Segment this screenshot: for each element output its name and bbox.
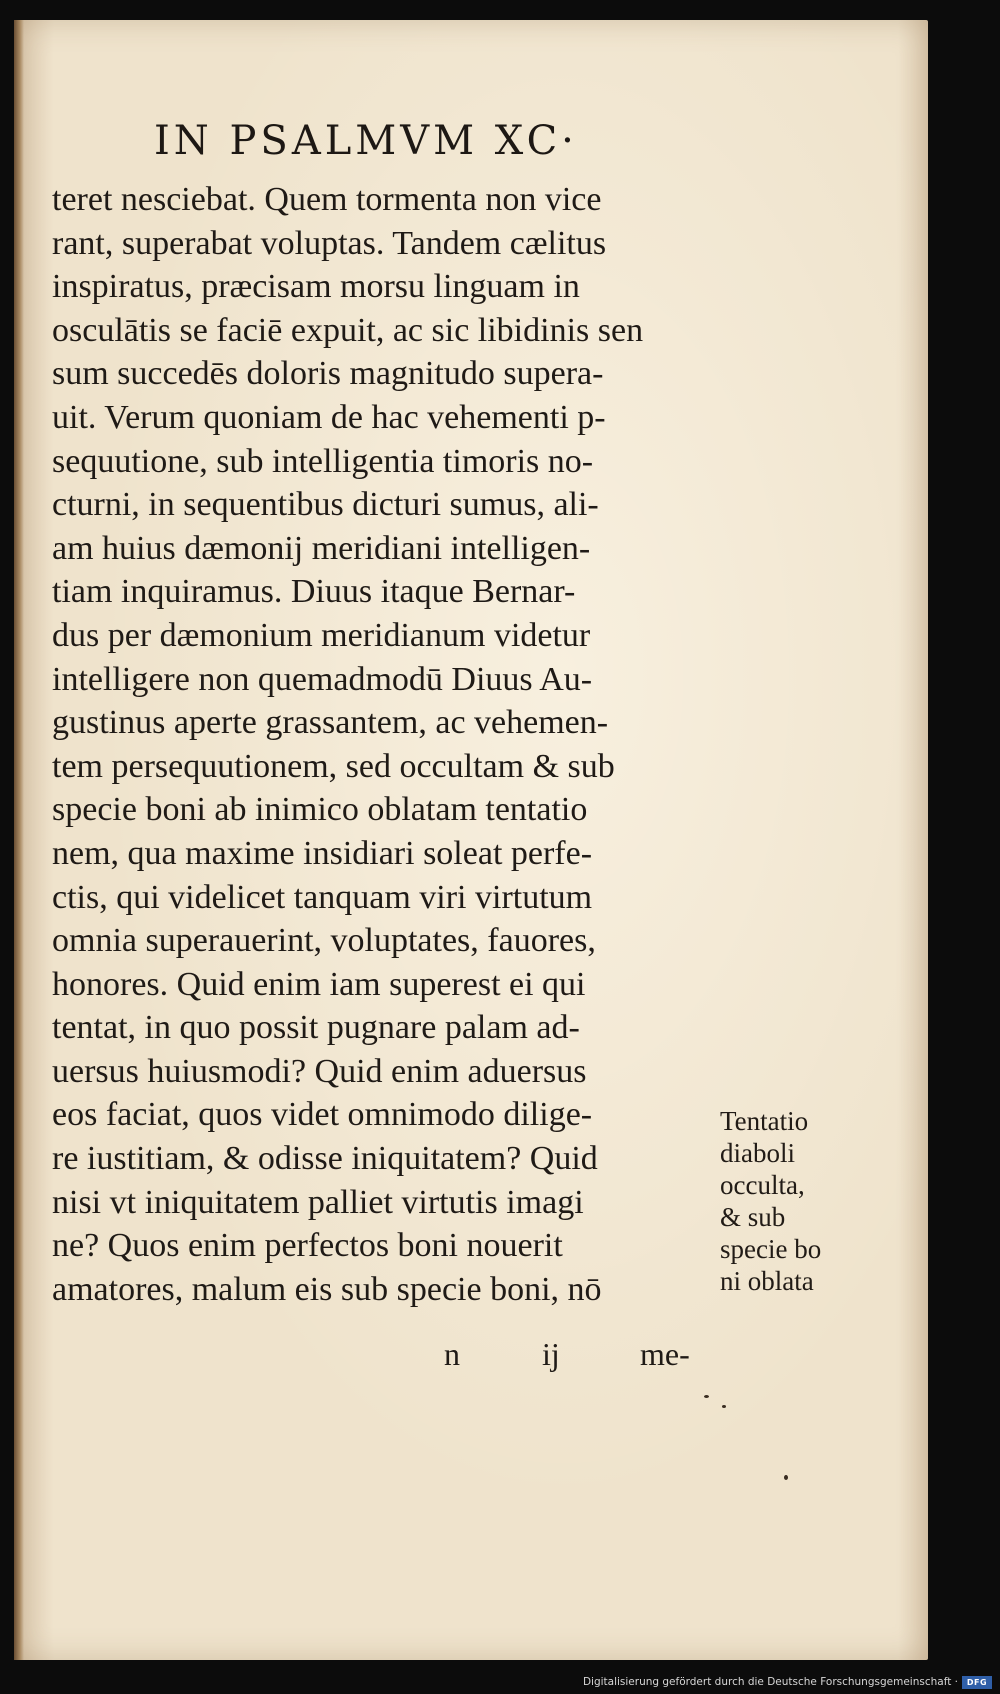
marginal-note-line: & sub xyxy=(720,1202,786,1232)
marginal-note-line: occulta, xyxy=(720,1170,805,1200)
ink-speck xyxy=(722,1405,726,1408)
marginal-note-line: diaboli xyxy=(720,1138,795,1168)
marginal-note-line: Tentatio xyxy=(720,1106,809,1136)
ink-speck xyxy=(704,1395,709,1398)
ink-speck xyxy=(784,1475,788,1480)
text-line: specie boni ab inimico oblatam tentatio xyxy=(52,791,588,829)
text-line: inspiratus, præcisam morsu linguam in xyxy=(52,268,580,306)
text-line: amatores, malum eis sub specie boni, nō xyxy=(52,1270,602,1308)
text-line: rant, superabat voluptas. Tandem cælitus xyxy=(52,224,607,262)
text-line: intelligere non quemadmodū Diuus Au- xyxy=(52,660,593,698)
catchword: me- xyxy=(640,1336,690,1372)
running-head: IN PSALMVM XC· xyxy=(154,118,578,164)
page-binding-edge xyxy=(14,20,24,1660)
text-line: tiam inquiramus. Diuus itaque Bernar- xyxy=(52,573,576,611)
text-line: osculātis se faciē expuit, ac sic libidinis sen xyxy=(52,311,644,349)
text-line: dus per dæmonium meridianum videtur xyxy=(52,616,591,654)
text-line: re iustitiam, & odisse iniquitatem? Quid xyxy=(52,1140,598,1178)
signature-mark: n xyxy=(444,1336,460,1372)
book-page xyxy=(14,20,928,1660)
text-line: nisi vt iniquitatem palliet virtutis imagi xyxy=(52,1183,584,1221)
text-line: eos faciat, quos videt omnimodo dilige- xyxy=(52,1096,593,1134)
text-line: gustinus aperte grassantem, ac vehemen- xyxy=(52,704,609,742)
footer-credit-text: Digitalisierung gefördert durch die Deutsche Forschungsgemeinschaft · xyxy=(582,1676,958,1688)
text-line: tentat, in quo possit pugnare palam ad- xyxy=(52,1009,580,1047)
text-line: sum succedēs doloris magnitudo supera- xyxy=(52,355,604,393)
text-line: ctis, qui videlicet tanquam viri virtutum xyxy=(52,878,593,916)
main-text-block xyxy=(52,178,712,1311)
signature-line xyxy=(444,1336,690,1373)
text-line: am huius dæmonij meridiani intelligen- xyxy=(52,529,591,567)
text-line: omnia superauerint, voluptates, fauores, xyxy=(52,922,596,960)
text-line: cturni, in sequentibus dicturi sumus, ali- xyxy=(52,486,599,524)
footer-credit xyxy=(583,1673,992,1691)
signature-number: ij xyxy=(542,1336,560,1372)
dfg-logo: DFG xyxy=(962,1676,992,1689)
text-line: uersus huiusmodi? Quid enim aduersus xyxy=(52,1052,587,1090)
text-line: tem persequutionem, sed occultam & sub xyxy=(52,747,615,785)
marginal-note-line: specie bo xyxy=(720,1234,822,1264)
text-line: sequutione, sub intelligentia timoris no- xyxy=(52,442,594,480)
text-line: uit. Verum quoniam de hac vehementi p- xyxy=(52,398,606,436)
text-line: teret nesciebat. Quem tormenta non vice xyxy=(52,181,602,218)
text-line: nem, qua maxime insidiari soleat perfe- xyxy=(52,834,593,872)
marginal-note-line: ni oblata xyxy=(720,1266,814,1296)
text-line: ne? Quos enim perfectos boni nouerit xyxy=(52,1227,563,1265)
text-line: honores. Quid enim iam superest ei qui xyxy=(52,965,586,1003)
marginal-note xyxy=(720,1105,870,1297)
